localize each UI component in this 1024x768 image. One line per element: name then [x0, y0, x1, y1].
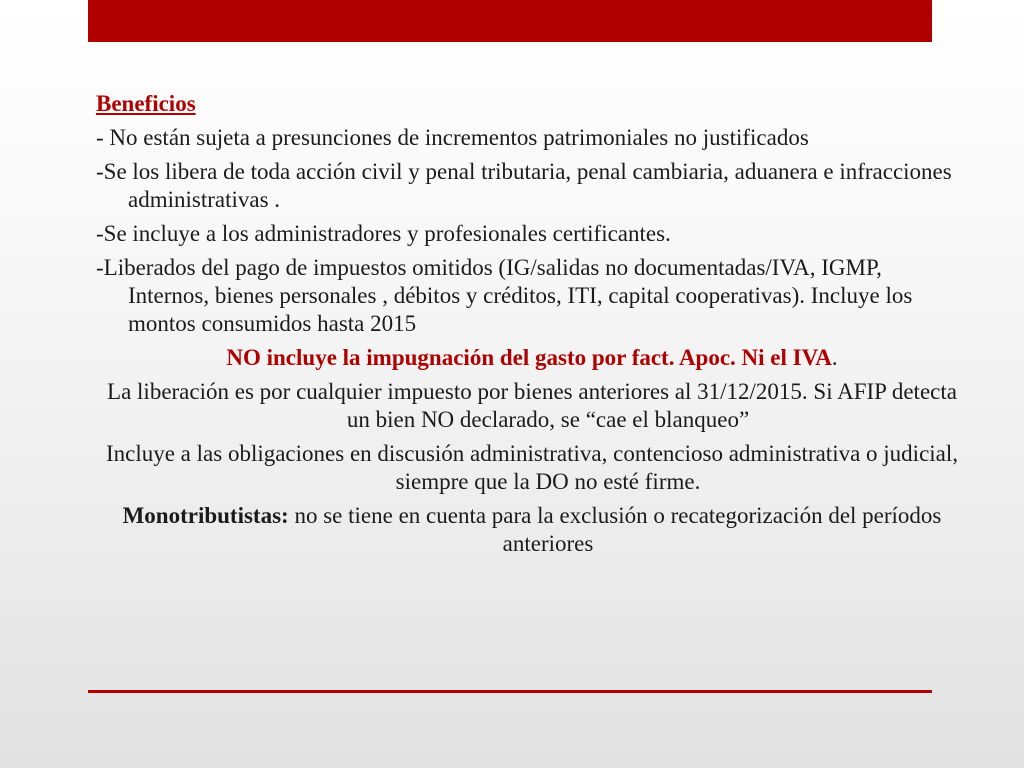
top-accent-bar: [88, 0, 932, 42]
highlight-text: NO incluye la impugnación del gasto por fact. Apoc. Ni el IVA: [226, 345, 832, 370]
paragraph-liberacion-impuesto: La liberación es por cualquier impuesto por bienes anteriores al 31/12/2015. Si AFIP detecta un bien NO declarado, se “cae el blanqueo”: [107, 379, 957, 432]
paragraph-liberacion-acciones: -Se los libera de toda acción civil y penal tributaria, penal cambiaria, aduanera e infracciones administrativas .: [96, 159, 952, 212]
monotributistas-label: Monotributistas:: [122, 503, 289, 528]
monotributistas-text: no se tiene en cuenta para la exclusión o recategorización del períodos anteriores: [288, 503, 942, 556]
paragraph-presunciones: - No están sujeta a presunciones de incrementos patrimoniales no justificados: [96, 125, 809, 150]
paragraph-administradores: -Se incluye a los administradores y profesionales certificantes.: [96, 221, 671, 246]
benefits-heading: Beneficios: [96, 91, 196, 116]
paragraph-monotributistas: [96, 502, 968, 558]
paragraph-obligaciones: Incluye a las obligaciones en discusión administrativa, contencioso administrativa o judicial, siempre que la DO no esté firme.: [105, 441, 959, 494]
bottom-divider: [88, 690, 932, 693]
highlight-suffix: .: [831, 345, 838, 370]
paragraph-impuestos-omitidos: -Liberados del pago de impuestos omitidos (IG/salidas no documentadas/IVA, IGMP, Internos, bienes personales , débitos y créditos, ITI, capital cooperativas). Incluye los montos consumidos hasta 2015: [96, 255, 913, 336]
highlight-line: [96, 344, 968, 372]
slide-content: [96, 90, 968, 564]
